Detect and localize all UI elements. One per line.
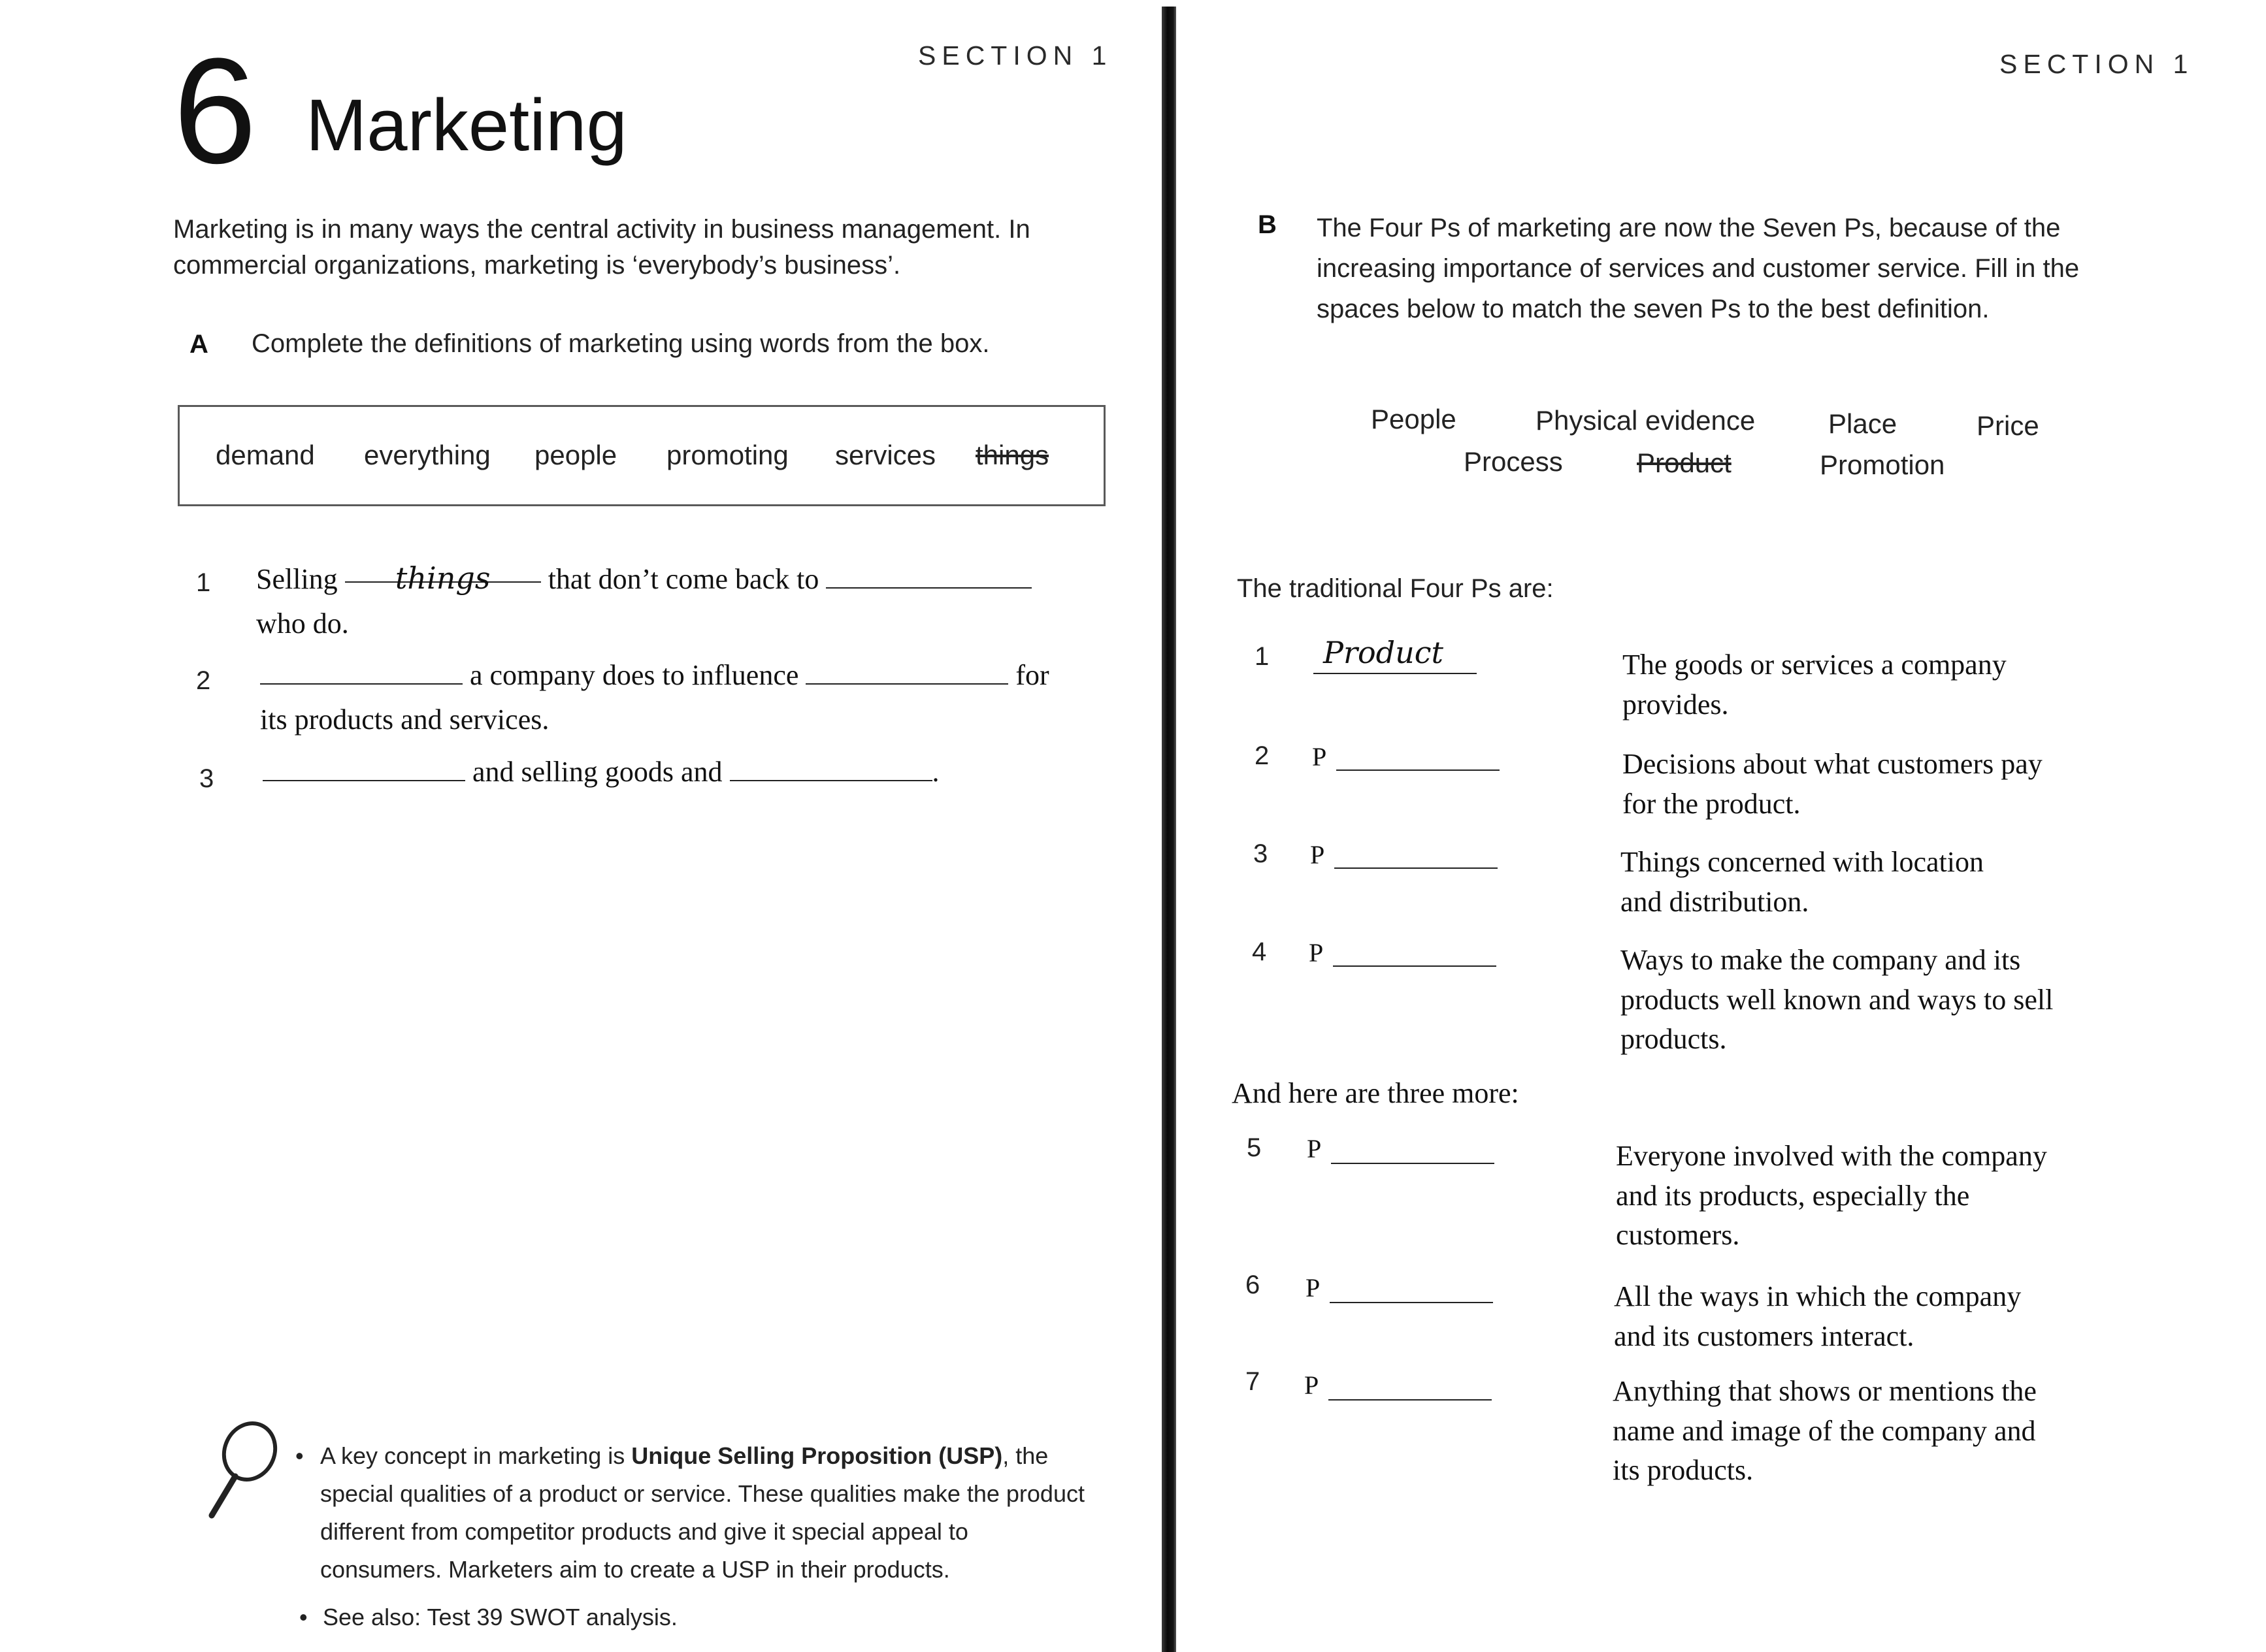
item-text: Selling bbox=[256, 563, 338, 595]
definition-line: and its products, especially the bbox=[1616, 1179, 1970, 1212]
answer-blank[interactable] bbox=[1334, 867, 1498, 869]
tip-line-3: different from competitor products and give it special appeal to bbox=[320, 1518, 968, 1545]
p-letter: P bbox=[1309, 938, 1324, 967]
chapter-number: 6 bbox=[173, 27, 257, 195]
p-letter: P bbox=[1305, 1273, 1321, 1303]
p-letter: P bbox=[1310, 840, 1325, 869]
p-definition bbox=[1613, 1372, 2037, 1491]
item-text: who do. bbox=[256, 607, 349, 640]
p-definition bbox=[1620, 843, 1984, 922]
intro-line-2: commercial organizations, marketing is ‘everybody’s business’. bbox=[173, 251, 901, 280]
tip-line-4: consumers. Marketers aim to create a USP in their products. bbox=[320, 1556, 950, 1583]
p-definition bbox=[1620, 941, 2053, 1060]
p-item-number: 7 bbox=[1245, 1367, 1260, 1396]
item-text: for bbox=[1015, 659, 1049, 691]
definition-line: products well known and ways to sell bbox=[1620, 983, 2054, 1016]
p-item-number: 4 bbox=[1252, 937, 1267, 966]
task-b-line-3: spaces below to match the seven Ps to the best definition. bbox=[1317, 295, 1990, 323]
p-definition bbox=[1622, 745, 2043, 824]
definition-line: The goods or services a company bbox=[1622, 649, 2007, 681]
handwritten-answer: Product bbox=[1323, 635, 1443, 670]
ps-word: Process bbox=[1464, 446, 1563, 477]
p-letter: P bbox=[1304, 1370, 1319, 1400]
section-header: SECTION 1 bbox=[1999, 49, 2194, 79]
definition-line: Ways to make the company and its bbox=[1620, 944, 2021, 976]
definition-line: provides. bbox=[1622, 688, 1729, 721]
answer-blank[interactable] bbox=[1330, 1302, 1493, 1303]
tip-line-1 bbox=[320, 1437, 1048, 1475]
answer-blank[interactable] bbox=[1331, 1163, 1494, 1164]
exercise-item-2 bbox=[260, 653, 1129, 742]
section-header: SECTION 1 bbox=[918, 40, 1113, 71]
answer-blank[interactable] bbox=[1313, 673, 1477, 674]
ps-word: Price bbox=[1977, 410, 2039, 441]
tip-text-part: , the bbox=[1002, 1442, 1049, 1469]
p-item-number: 5 bbox=[1247, 1133, 1262, 1162]
answer-blank[interactable] bbox=[730, 754, 932, 781]
item-number: 2 bbox=[196, 666, 211, 695]
p-definition bbox=[1616, 1137, 2047, 1255]
p-letter: P bbox=[1307, 1134, 1322, 1163]
definition-line: products. bbox=[1620, 1023, 1727, 1056]
ps-word: Physical evidence bbox=[1535, 405, 1756, 436]
definition-line: Things concerned with location bbox=[1620, 846, 1984, 878]
book-spine bbox=[1162, 7, 1176, 1652]
item-text: that don’t come back to bbox=[548, 563, 819, 595]
item-text: its products and services. bbox=[260, 704, 550, 736]
definition-line: All the ways in which the company bbox=[1614, 1280, 2022, 1312]
p-item-number: 2 bbox=[1255, 741, 1270, 770]
bullet-dot: • bbox=[299, 1604, 308, 1630]
exercise-item-3 bbox=[263, 750, 1132, 794]
definition-line: customers. bbox=[1616, 1219, 1740, 1252]
definition-line: and its customers interact. bbox=[1614, 1320, 1914, 1352]
word-box-item: promoting bbox=[666, 440, 789, 470]
ps-word-used: Product bbox=[1637, 447, 1732, 478]
usp-term: Unique Selling Proposition (USP) bbox=[631, 1442, 1003, 1469]
exercise-item-1 bbox=[256, 555, 1125, 646]
word-box-item: services bbox=[835, 440, 936, 470]
answer-blank[interactable] bbox=[1328, 1399, 1492, 1401]
word-box-item: demand bbox=[216, 440, 315, 470]
p-definition bbox=[1614, 1277, 2021, 1356]
task-b-line-1: The Four Ps of marketing are now the Seven Ps, because of the bbox=[1317, 214, 2061, 242]
item-number: 1 bbox=[196, 568, 211, 597]
answer-blank[interactable] bbox=[826, 561, 1032, 589]
definition-line: and distribution. bbox=[1620, 885, 1809, 918]
handwritten-answer: things bbox=[395, 560, 491, 596]
p-letter: P bbox=[1312, 742, 1327, 771]
p-item-number: 6 bbox=[1245, 1271, 1260, 1299]
definition-line: Everyone involved with the company bbox=[1616, 1140, 2047, 1172]
definition-line: Anything that shows or mentions the bbox=[1613, 1375, 2037, 1407]
p-item-number: 1 bbox=[1255, 642, 1270, 671]
chapter-title: Marketing bbox=[306, 84, 627, 166]
ps-word: Place bbox=[1828, 408, 1897, 439]
answer-blank[interactable] bbox=[1333, 965, 1496, 967]
answer-blank[interactable] bbox=[260, 657, 463, 685]
definition-line: name and image of the company and bbox=[1613, 1414, 2036, 1447]
answer-blank[interactable] bbox=[806, 657, 1008, 685]
definition-line: its products. bbox=[1613, 1454, 1754, 1487]
answer-blank[interactable] bbox=[345, 555, 541, 596]
word-box-item: everything bbox=[364, 440, 491, 470]
item-text: . bbox=[932, 756, 940, 788]
word-box bbox=[178, 405, 1106, 506]
magnifying-glass-icon bbox=[203, 1417, 281, 1522]
right-page bbox=[1176, 0, 2266, 1652]
ps-word: Promotion bbox=[1820, 449, 1945, 480]
definition-line: for the product. bbox=[1622, 787, 1801, 820]
word-box-item: people bbox=[534, 440, 617, 470]
ps-word: People bbox=[1371, 404, 1456, 434]
answer-blank[interactable] bbox=[1336, 769, 1500, 771]
task-b-line-2: increasing importance of services and customer service. Fill in the bbox=[1317, 254, 2080, 283]
answer-blank[interactable] bbox=[263, 754, 465, 781]
task-a-letter: A bbox=[189, 330, 208, 359]
tip-text-part: A key concept in marketing is bbox=[320, 1442, 625, 1469]
item-text: and selling goods and bbox=[472, 756, 723, 788]
more-label: And here are three more: bbox=[1232, 1077, 1519, 1109]
task-b-letter: B bbox=[1258, 210, 1277, 239]
word-box-item-used: things bbox=[976, 440, 1049, 470]
p-item-number: 3 bbox=[1253, 839, 1268, 868]
bullet-dot: • bbox=[295, 1442, 304, 1469]
definition-line: Decisions about what customers pay bbox=[1622, 748, 2043, 780]
item-text: a company does to influence bbox=[470, 659, 799, 691]
item-number: 3 bbox=[199, 764, 214, 793]
tip-line-2: special qualities of a product or service. These qualities make the product bbox=[320, 1480, 1085, 1507]
traditional-label: The traditional Four Ps are: bbox=[1237, 574, 1554, 603]
task-a-instruction: Complete the definitions of marketing using words from the box. bbox=[252, 329, 990, 358]
intro-line-1: Marketing is in many ways the central activity in business management. In bbox=[173, 215, 1030, 244]
see-also-link[interactable]: See also: Test 39 SWOT analysis. bbox=[323, 1604, 678, 1630]
p-definition bbox=[1622, 645, 2007, 724]
